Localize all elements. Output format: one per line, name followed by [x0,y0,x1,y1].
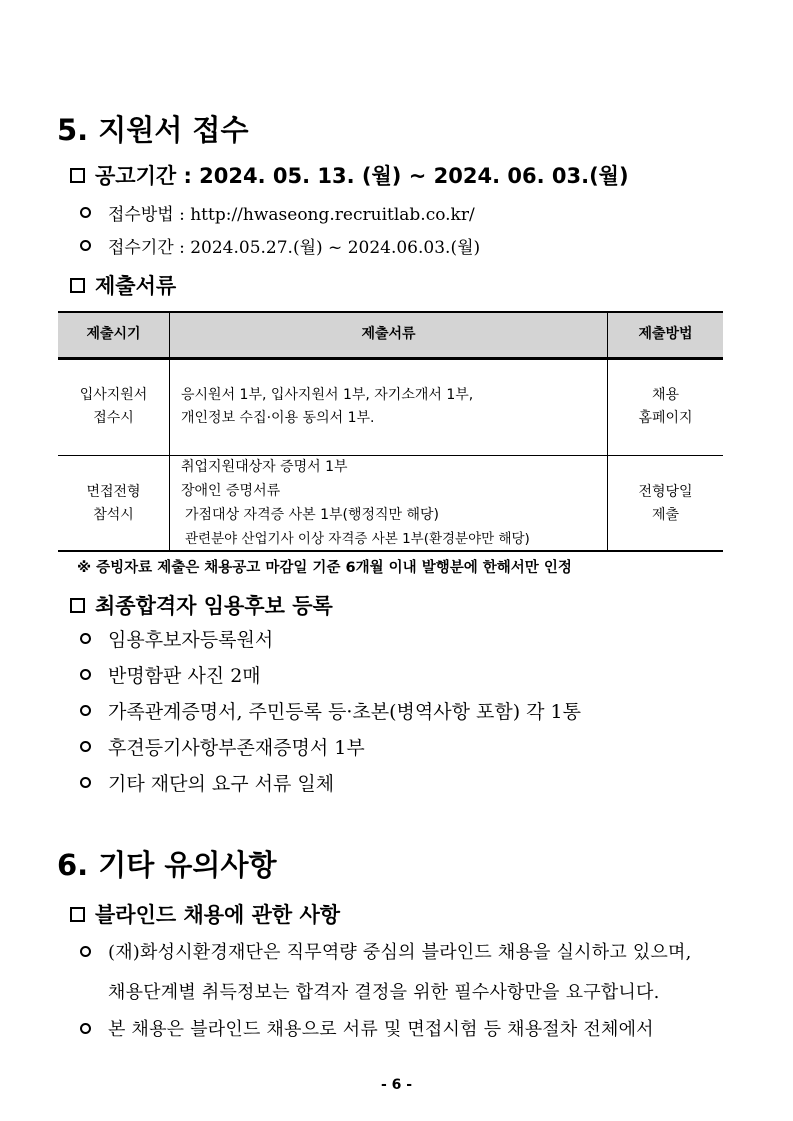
final-heading [70,590,333,620]
row1-docs-line1: 응시원서 1부, 입사지원서 1부, 자기소개서 1부, [181,387,474,403]
circle-bullet-icon [80,633,91,644]
blind-para2-line1: 본 채용은 블라인드 채용으로 서류 및 면접시험 등 채용절차 전체에서 [108,1019,654,1040]
final-item-text: 가족관계증명서, 주민등록 등·초본(병역사항 포함) 각 1통 [108,701,581,723]
blind-para1-line1: (재)화성시환경재단은 직무역량 중심의 블라인드 채용을 실시하고 있으며, [108,942,692,963]
row2-method-line1: 전형당일 [638,484,693,500]
blind-heading [70,899,340,929]
list-item [80,1015,654,1041]
final-item-text: 후견등기사항부존재증명서 1부 [108,737,365,759]
circle-bullet-icon [80,1023,91,1034]
row1-method-line2: 홈페이지 [638,410,693,426]
page-number: - 6 - [380,1077,413,1093]
checkbox-icon [70,907,85,922]
period-heading-text: 공고기간 : 2024. 05. 13. (월) ~ 2024. 06. 03.(월) [95,164,629,188]
circle-bullet-icon [80,240,91,251]
apply-method-text: 접수방법 : http://hwaseong.recruitlab.co.kr/ [108,205,475,225]
table-row [58,384,169,430]
list-item [80,661,261,688]
checkbox-icon [70,168,85,183]
final-item-text: 기타 재단의 요구 서류 일체 [108,773,335,795]
table-header-timing: 제출시기 [86,326,141,342]
list-item [80,200,475,225]
circle-bullet-icon [80,946,91,957]
evidence-note: ※ 증빙자료 제출은 채용공고 마감일 기준 6개월 이내 발행분에 한해서만 인정 [77,560,572,576]
apply-period-text: 접수기간 : 2024.05.27.(월) ~ 2024.06.03.(월) [108,238,481,258]
list-item [80,697,581,724]
row2-docs-line2: 장애인 증명서류 [181,483,281,499]
list-item [80,733,365,760]
list-item [80,233,480,258]
row2-docs-line4: 관련분야 산업기사 이상 자격증 사본 1부(환경분야만 해당) [185,531,530,547]
section-5-title: 5. 지원서 접수 [57,113,249,147]
period-heading [70,160,629,190]
row1-method [608,384,723,430]
row1-timing-line1: 입사지원서 [79,387,148,403]
row2-method-line2: 제출 [651,507,680,523]
table-row [58,481,169,527]
checkbox-icon [70,598,85,613]
circle-bullet-icon [80,669,91,680]
circle-bullet-icon [80,741,91,752]
row1-timing-line2: 접수시 [93,410,134,426]
docs-heading-text: 제출서류 [95,274,177,298]
blind-para1-line2: 채용단계별 취득정보는 합격자 결정을 위한 필수사항만을 요구합니다. [108,982,660,1003]
final-heading-text: 최종합격자 임용후보 등록 [95,594,333,618]
row1-method-line1: 채용 [651,387,680,403]
list-item [80,938,692,964]
blind-heading-text: 블라인드 채용에 관한 사항 [95,903,341,927]
checkbox-icon [70,278,85,293]
list-item [80,625,273,652]
table-header-docs: 제출서류 [361,326,416,342]
row2-method [608,481,723,527]
row2-docs-line3: 가점대상 자격증 사본 1부(행정직만 해당) [185,507,440,523]
final-item-text: 임용후보자등록원서 [108,629,274,651]
row1-docs [181,384,473,430]
final-item-text: 반명함판 사진 2매 [108,665,261,687]
row1-docs-line2: 개인정보 수집·이용 동의서 1부. [181,410,375,426]
circle-bullet-icon [80,207,91,218]
circle-bullet-icon [80,777,91,788]
row2-timing-line2: 참석시 [93,507,134,523]
section-6-title: 6. 기타 유의사항 [57,848,277,882]
table-header-method: 제출방법 [638,326,693,342]
row2-timing-line1: 면접전형 [86,484,141,500]
row2-docs-line1: 취업지원대상자 증명서 1부 [181,459,348,475]
list-item [80,769,334,796]
row2-docs [181,455,530,551]
circle-bullet-icon [80,705,91,716]
docs-heading [70,270,176,300]
